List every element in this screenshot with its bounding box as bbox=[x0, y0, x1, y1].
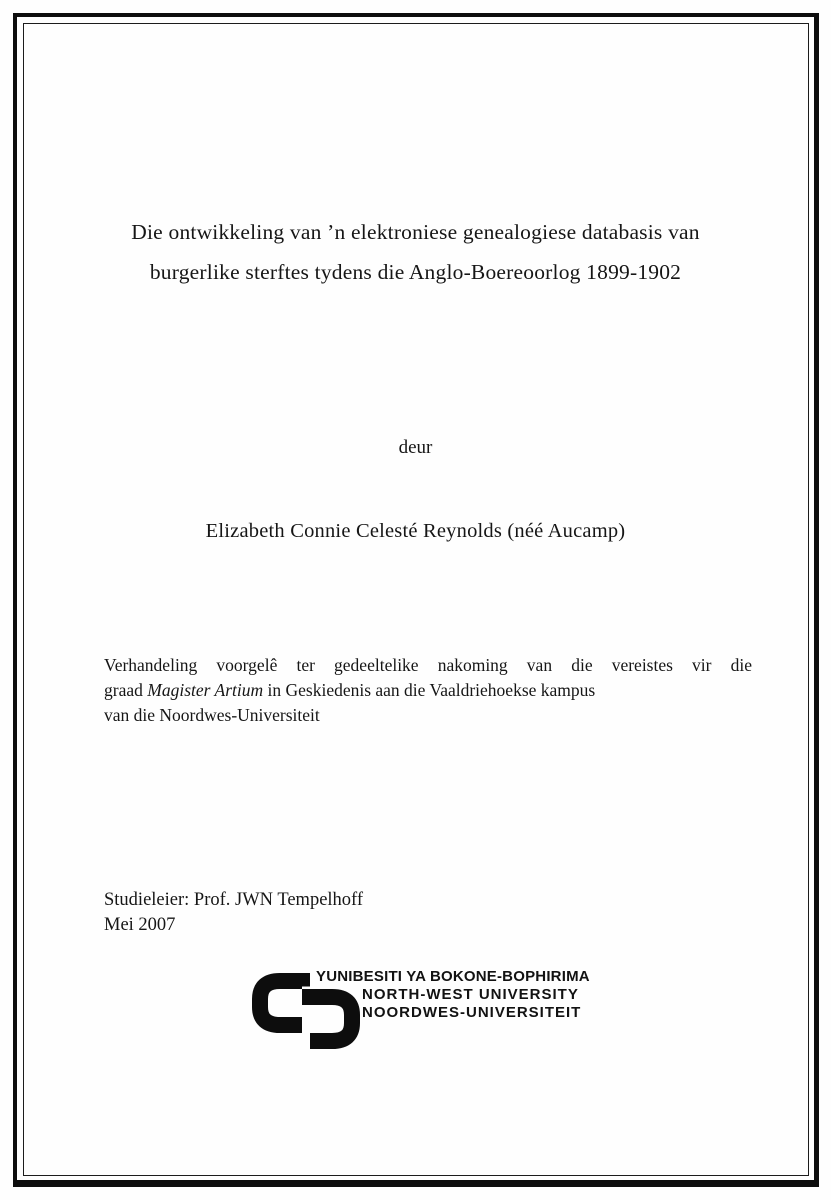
logo-text-afrikaans: NOORDWES-UNIVERSITEIT bbox=[362, 1004, 582, 1021]
thesis-title bbox=[60, 212, 771, 292]
degree-statement-line-1: Verhandeling voorgelê ter gedeeltelike nakoming van die vereistes vir die bbox=[104, 655, 752, 675]
degree-statement-line-2-post: in Geskiedenis aan die Vaaldriehoekse kampus bbox=[263, 680, 596, 700]
author-name: Elizabeth Connie Celesté Reynolds (néé Aucamp) bbox=[205, 520, 626, 542]
logo-text-english: NORTH-WEST UNIVERSITY bbox=[362, 986, 579, 1003]
date-line: Mei 2007 bbox=[104, 915, 176, 935]
degree-statement-line-2-pre: graad bbox=[104, 680, 148, 700]
supervisor-line: Studieleier: Prof. JWN Tempelhoff bbox=[104, 890, 364, 910]
university-logo-text bbox=[316, 968, 590, 1022]
logo-text-setswana: YUNIBESITI YA BOKONE-BOPHIRIMA bbox=[316, 968, 590, 985]
degree-statement bbox=[104, 653, 752, 728]
thesis-title-line-2: burgerlike sterftes tydens die Anglo-Boereoorlog 1899-1902 bbox=[149, 260, 682, 284]
university-logo bbox=[250, 964, 590, 1056]
degree-statement-line-2 bbox=[104, 678, 752, 703]
byline: deur bbox=[398, 437, 433, 458]
degree-statement-line-3: van die Noordwes-Universiteit bbox=[104, 705, 320, 725]
degree-name-italic: Magister Artium bbox=[147, 680, 264, 700]
thesis-title-line-1: Die ontwikkeling van ’n elektroniese genealogiese databasis van bbox=[131, 220, 700, 244]
credits-block bbox=[104, 888, 363, 938]
